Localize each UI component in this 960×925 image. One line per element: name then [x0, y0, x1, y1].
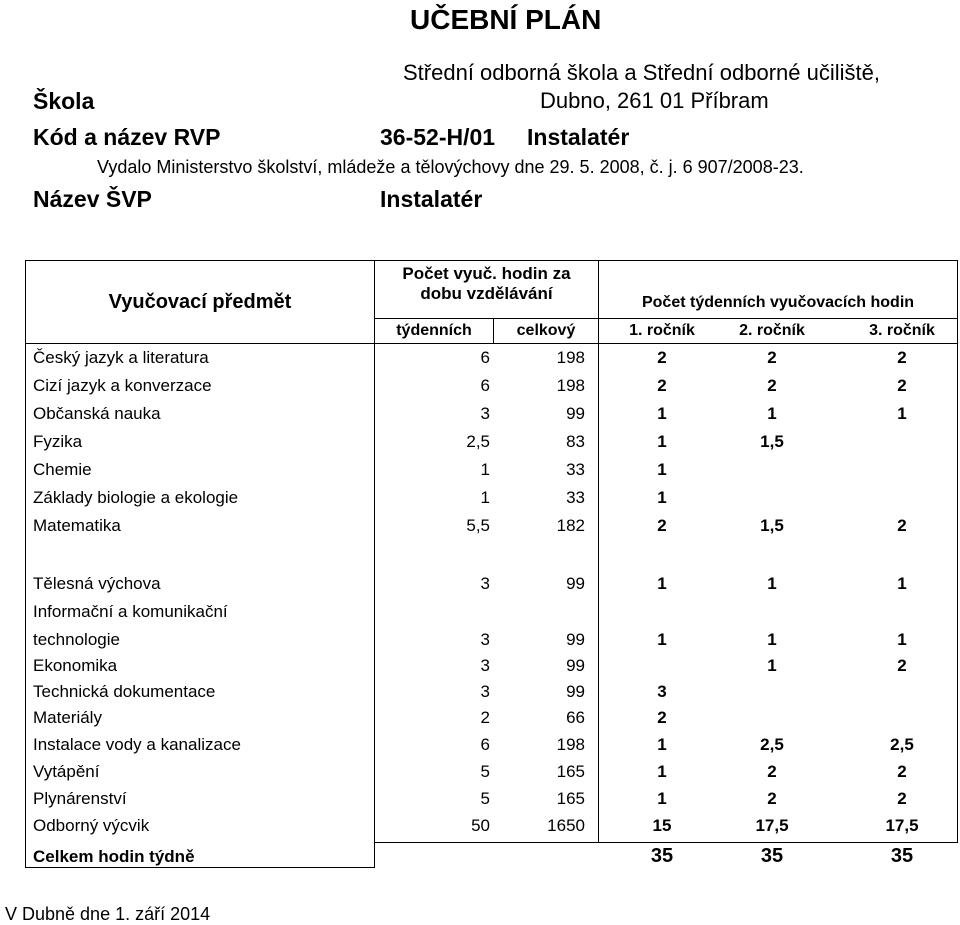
year2-hours: 2	[767, 762, 777, 781]
table-row	[0, 652, 960, 678]
total-hours: 99	[566, 656, 585, 675]
year2-hours: 2	[767, 789, 777, 808]
year1-hours: 1	[657, 630, 667, 649]
year1-hours: 1	[657, 789, 667, 808]
year3-hours: 1	[897, 404, 907, 423]
year1-hours: 2	[657, 348, 667, 367]
total-hours: 66	[566, 708, 585, 727]
total-hours: 165	[556, 762, 585, 781]
weekly-hours: 3	[480, 404, 490, 423]
total-hours: 83	[566, 432, 585, 451]
total-hours: 198	[556, 735, 585, 754]
weekly-hours: 3	[480, 656, 490, 675]
year1-hours: 1	[657, 488, 667, 507]
table-row	[0, 484, 960, 510]
subheader-divider-right	[598, 318, 958, 319]
year1-hours: 15	[652, 816, 672, 835]
table-row	[0, 428, 960, 454]
total-hours: 182	[556, 516, 585, 535]
year3-hours: 2	[897, 789, 907, 808]
subject-name: Občanská nauka	[33, 404, 161, 423]
subject-name: Informační a komunikační	[33, 602, 228, 621]
year3-hours: 2	[897, 762, 907, 781]
school-label: Škola	[33, 88, 95, 114]
total-hours: 99	[566, 574, 585, 593]
weekly-hours: 6	[480, 376, 490, 395]
total-hours: 99	[566, 404, 585, 423]
year1-hours: 1	[657, 735, 667, 754]
col-y3-header: 3. ročník	[869, 322, 935, 339]
col-total-header: celkový	[516, 322, 576, 339]
subheader-divider-mid	[374, 318, 599, 319]
weekly-hours: 6	[480, 348, 490, 367]
weekly-hours: 3	[480, 682, 490, 701]
table-row	[0, 456, 960, 482]
subject-name: Tělesná výchova	[33, 574, 161, 593]
subject-name: Instalace vody a kanalizace	[33, 735, 241, 754]
footer-date: V Dubně dne 1. září 2014	[5, 904, 211, 924]
table-row	[0, 704, 960, 730]
total-hours: 198	[556, 348, 585, 367]
school-address: Dubno, 261 01 Příbram	[540, 88, 769, 113]
year1-hours: 1	[657, 460, 667, 479]
subject-name: Materiály	[33, 708, 102, 727]
total-hours: 33	[566, 488, 585, 507]
year2-hours: 1,5	[760, 432, 784, 451]
weekly-hours: 2,5	[466, 432, 490, 451]
year2-hours: 1,5	[760, 516, 784, 535]
year3-hours: 1	[897, 630, 907, 649]
total-hours-header-line2: dobu vzdělávání	[420, 284, 553, 303]
school-name: Střední odborná škola a Střední odborné učiliště,	[403, 60, 880, 85]
year2-total: 35	[760, 845, 784, 867]
year3-hours: 2	[897, 376, 907, 395]
total-hours: 1650	[547, 816, 585, 835]
year2-hours: 2	[767, 348, 777, 367]
total-row	[0, 841, 960, 867]
subject-name: Matematika	[33, 516, 121, 535]
year2-hours: 1	[767, 574, 777, 593]
year3-hours: 2,5	[890, 735, 914, 754]
year2-hours: 1	[767, 630, 777, 649]
weekly-hours: 3	[480, 574, 490, 593]
subject-name: Vytápění	[33, 762, 100, 781]
weekly-hours: 3	[480, 630, 490, 649]
col-weekly-header: týdenních	[396, 322, 472, 339]
table-row	[0, 400, 960, 426]
year3-hours: 2	[897, 516, 907, 535]
table-row	[0, 512, 960, 538]
year3-hours: 17,5	[885, 816, 919, 835]
total-row-label: Celkem hodin týdně	[33, 847, 195, 866]
svp-label: Název ŠVP	[33, 186, 152, 212]
year3-total: 35	[890, 845, 914, 867]
weekly-hours: 5	[480, 762, 490, 781]
year2-hours: 1	[767, 404, 777, 423]
subject-name: Chemie	[33, 460, 92, 479]
year1-hours: 1	[657, 762, 667, 781]
subject-name: Fyzika	[33, 432, 83, 451]
weekly-hours-header: Počet týdenních vyučovacích hodin	[641, 294, 915, 311]
year1-hours: 2	[657, 376, 667, 395]
table-row	[0, 785, 960, 811]
subject-name: Odborný výcvik	[33, 816, 150, 835]
table-row	[0, 731, 960, 757]
weekly-hours: 2	[480, 708, 490, 727]
weekly-hours: 6	[480, 735, 490, 754]
year3-hours: 2	[897, 656, 907, 675]
table-row	[0, 812, 960, 838]
year1-hours: 2	[657, 708, 667, 727]
weekly-hours: 1	[480, 488, 490, 507]
weekly-hours: 1	[480, 460, 490, 479]
rvp-code: 36-52-H/01	[380, 124, 496, 150]
total-hours: 198	[556, 376, 585, 395]
year1-hours: 2	[657, 516, 667, 535]
subject-name: Základy biologie a ekologie	[33, 488, 239, 507]
rvp-label: Kód a název RVP	[33, 124, 221, 150]
year2-hours: 2	[767, 376, 777, 395]
table-row	[0, 602, 960, 652]
year2-hours: 17,5	[755, 816, 789, 835]
table-row	[0, 372, 960, 398]
total-hours: 165	[556, 789, 585, 808]
table-row	[0, 570, 960, 596]
subject-name: Plynárenství	[33, 789, 127, 808]
year1-hours: 1	[657, 432, 667, 451]
total-hours-header-line1: Počet vyuč. hodin za	[402, 264, 571, 283]
year1-hours: 1	[657, 404, 667, 423]
table-row	[0, 678, 960, 704]
year1-hours: 1	[657, 574, 667, 593]
total-hours: 99	[566, 682, 585, 701]
publisher-note: Vydalo Ministerstvo školství, mládeže a tělovýchovy dne 29. 5. 2008, č. j. 6 907/2008-23.	[97, 157, 804, 177]
total-hours: 33	[566, 460, 585, 479]
year1-hours: 3	[657, 682, 667, 701]
subject-name: Technická dokumentace	[33, 682, 216, 701]
year1-total: 35	[650, 845, 674, 867]
col-y2-header: 2. ročník	[739, 322, 805, 339]
subject-header: Vyučovací předmět	[108, 291, 292, 313]
weekly-hours: 50	[471, 816, 490, 835]
col-y1-header: 1. ročník	[629, 322, 695, 339]
year2-hours: 2,5	[760, 735, 784, 754]
table-row	[0, 344, 960, 370]
weekly-hours: 5,5	[466, 516, 490, 535]
year3-hours: 2	[897, 348, 907, 367]
subject-name: Ekonomika	[33, 656, 118, 675]
subject-name: Cizí jazyk a konverzace	[33, 376, 212, 395]
total-hours-header	[375, 264, 598, 304]
svp-name: Instalatér	[380, 186, 483, 212]
rvp-name: Instalatér	[527, 124, 630, 150]
subject-name-line2: technologie	[33, 630, 120, 649]
subject-name: Český jazyk a literatura	[33, 348, 209, 367]
year3-hours: 1	[897, 574, 907, 593]
table-row	[0, 758, 960, 784]
weekly-hours: 5	[480, 789, 490, 808]
year2-hours: 1	[767, 656, 777, 675]
page-title: UČEBNÍ PLÁN	[410, 4, 602, 35]
total-hours: 99	[566, 630, 585, 649]
